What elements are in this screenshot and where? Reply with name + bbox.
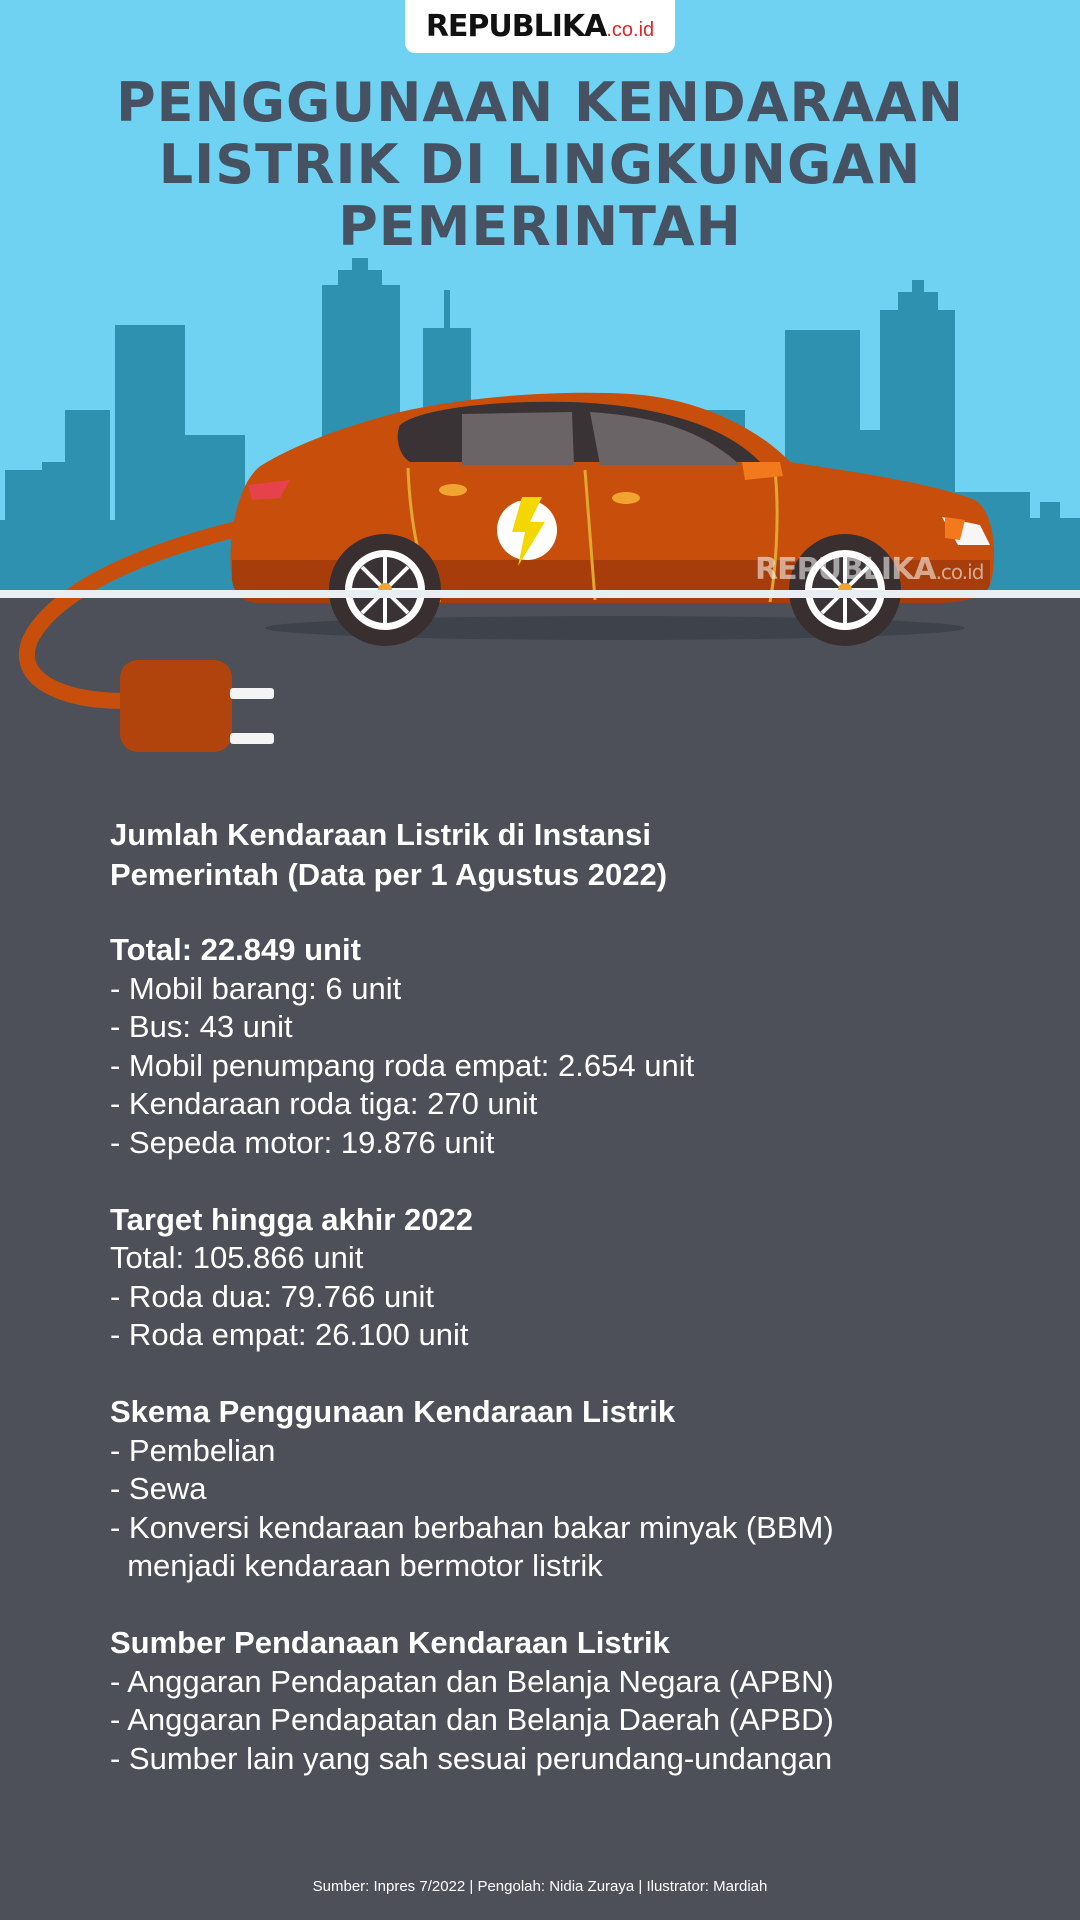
logo-brand: REPUBLIKA (425, 9, 607, 44)
section-target (110, 1201, 1010, 1355)
list-item: - Mobil penumpang roda empat: 2.654 unit (110, 1047, 695, 1083)
watermark (755, 552, 983, 587)
logo-tld: .co.id (606, 19, 655, 41)
list-item: - Bus: 43 unit (110, 1009, 293, 1045)
list-item: - Kendaraan roda tiga: 270 unit (110, 1086, 538, 1122)
list-item: - Sumber lain yang sah sesuai perundang-undangan (110, 1740, 833, 1776)
republika-logo[interactable] (405, 0, 675, 53)
section-heading: Sumber Pendanaan Kendaraan Listrik (110, 1624, 670, 1660)
section-funding (110, 1624, 1010, 1778)
list-item: - Sepeda motor: 19.876 unit (110, 1124, 495, 1160)
intro-line: Pemerintah (Data per 1 Agustus 2022) (110, 857, 668, 892)
title-line: LISTRIK DI LINGKUNGAN (158, 133, 922, 196)
section-scheme (110, 1393, 1010, 1586)
source-footer: Sumber: Inpres 7/2022 | Pengolah: Nidia Zuraya | Ilustrator: Mardiah (312, 1878, 768, 1895)
info-content (110, 815, 1010, 1778)
watermark-tld: .co.id (935, 560, 984, 584)
list-item: - Pembelian (110, 1432, 276, 1468)
section-heading: Target hingga akhir 2022 (110, 1201, 473, 1237)
list-item: - Anggaran Pendapatan dan Belanja Negara (APBN) (110, 1663, 834, 1699)
list-item: - Sewa (110, 1471, 207, 1507)
intro-heading (110, 815, 1010, 895)
section-heading: Skema Penggunaan Kendaraan Listrik (110, 1393, 676, 1429)
title-line: PEMERINTAH (338, 195, 742, 258)
list-item: Total: 105.866 unit (110, 1240, 364, 1276)
section-total (110, 931, 1010, 1163)
plug-icon (120, 660, 274, 752)
list-item: - Mobil barang: 6 unit (110, 970, 402, 1006)
road-edge-line (0, 590, 1080, 598)
list-item: - Anggaran Pendapatan dan Belanja Daerah (APBD) (110, 1702, 834, 1738)
list-item: - Roda empat: 26.100 unit (110, 1317, 469, 1353)
watermark-brand: REPUBLIKA (755, 552, 936, 587)
section-heading: Total: 22.849 unit (110, 932, 361, 967)
intro-line: Jumlah Kendaraan Listrik di Instansi (110, 817, 651, 852)
list-item: - Konversi kendaraan berbahan bakar minyak (BBM) (110, 1509, 834, 1545)
list-item: - Roda dua: 79.766 unit (110, 1278, 435, 1314)
page-title (60, 72, 1020, 258)
title-line: PENGGUNAAN KENDARAAN (116, 71, 964, 134)
list-item: menjadi kendaraan bermotor listrik (110, 1548, 603, 1584)
